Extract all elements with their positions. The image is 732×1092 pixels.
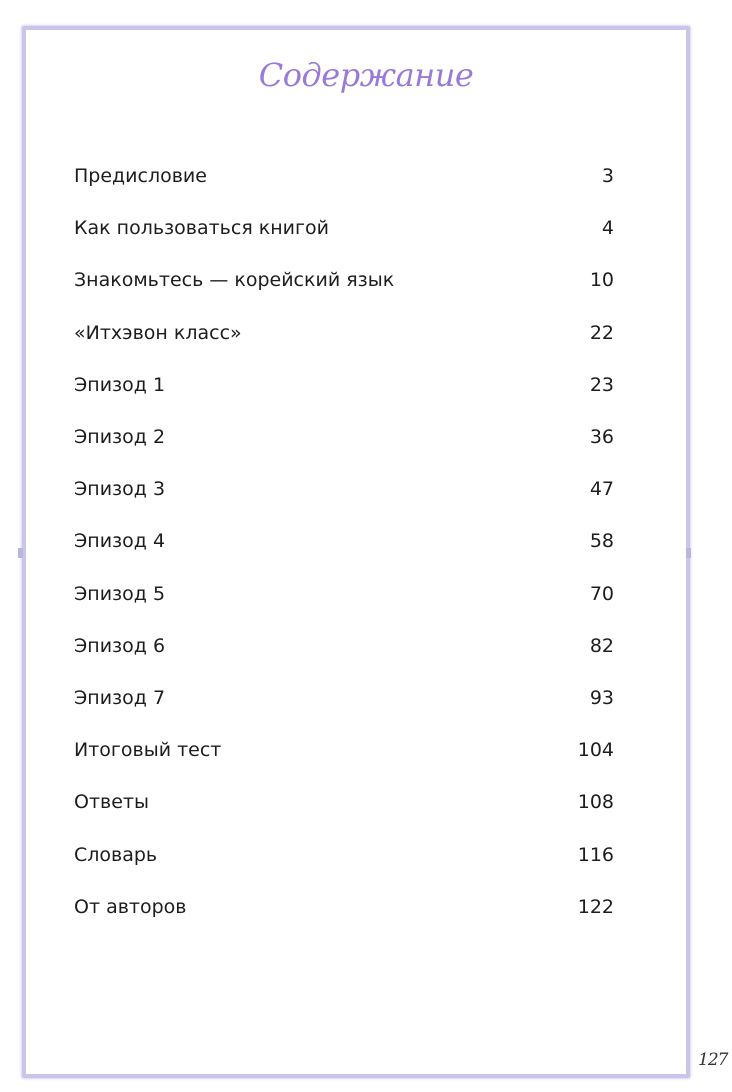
toc-item-label: «Итхэвон класс» [74,321,242,344]
toc-item[interactable] [74,254,614,306]
toc-item-page: 23 [589,373,614,396]
toc-item[interactable] [74,307,614,359]
toc-item-page: 47 [589,478,614,501]
toc-item-page: 22 [589,321,614,344]
toc-item-page: 36 [589,426,614,449]
page-title: Содержание [258,56,474,94]
toc-item-page: 93 [589,686,614,709]
toc-item[interactable] [74,359,614,411]
toc-item[interactable] [74,150,614,202]
toc-item[interactable] [74,463,614,515]
toc-item-label: Словарь [74,843,158,866]
toc-item[interactable] [74,881,614,933]
toc-item-page: 108 [577,791,614,814]
toc-item-page: 104 [577,739,614,762]
toc-item-label: Эпизод 7 [74,686,166,709]
frame-tick-left [18,548,23,558]
toc-item[interactable] [74,776,614,828]
frame-tick-right [686,548,691,558]
toc-item-page: 82 [589,634,614,657]
toc-item[interactable] [74,828,614,880]
toc-item[interactable] [74,411,614,463]
toc-item-label: Эпизод 6 [74,634,166,657]
toc-item-label: От авторов [74,895,187,918]
toc-item-label: Эпизод 2 [74,426,166,449]
toc-item-label: Эпизод 1 [74,373,166,396]
toc-item-page: 116 [577,843,614,866]
toc-item-label: Знакомьтесь — корейский язык [74,269,395,292]
toc-item-page: 122 [577,895,614,918]
toc-item[interactable] [74,515,614,567]
toc-item-page: 3 [601,165,614,188]
toc-item-label: Эпизод 3 [74,478,166,501]
toc-item-label: Ответы [74,791,149,814]
table-of-contents [74,150,614,933]
toc-item-page: 10 [589,269,614,292]
toc-item[interactable] [74,568,614,620]
toc-item-page: 4 [601,217,614,240]
toc-item[interactable] [74,202,614,254]
toc-item[interactable] [74,620,614,672]
toc-item-label: Эпизод 5 [74,582,166,605]
toc-item-label: Эпизод 4 [74,530,166,553]
toc-item[interactable] [74,672,614,724]
toc-item-label: Итоговый тест [74,739,222,762]
toc-item-page: 58 [589,530,614,553]
toc-item-label: Предисловие [74,165,207,188]
toc-item[interactable] [74,724,614,776]
toc-item-label: Как пользоваться книгой [74,217,329,240]
toc-item-page: 70 [589,582,614,605]
page-number: 127 [698,1050,728,1070]
